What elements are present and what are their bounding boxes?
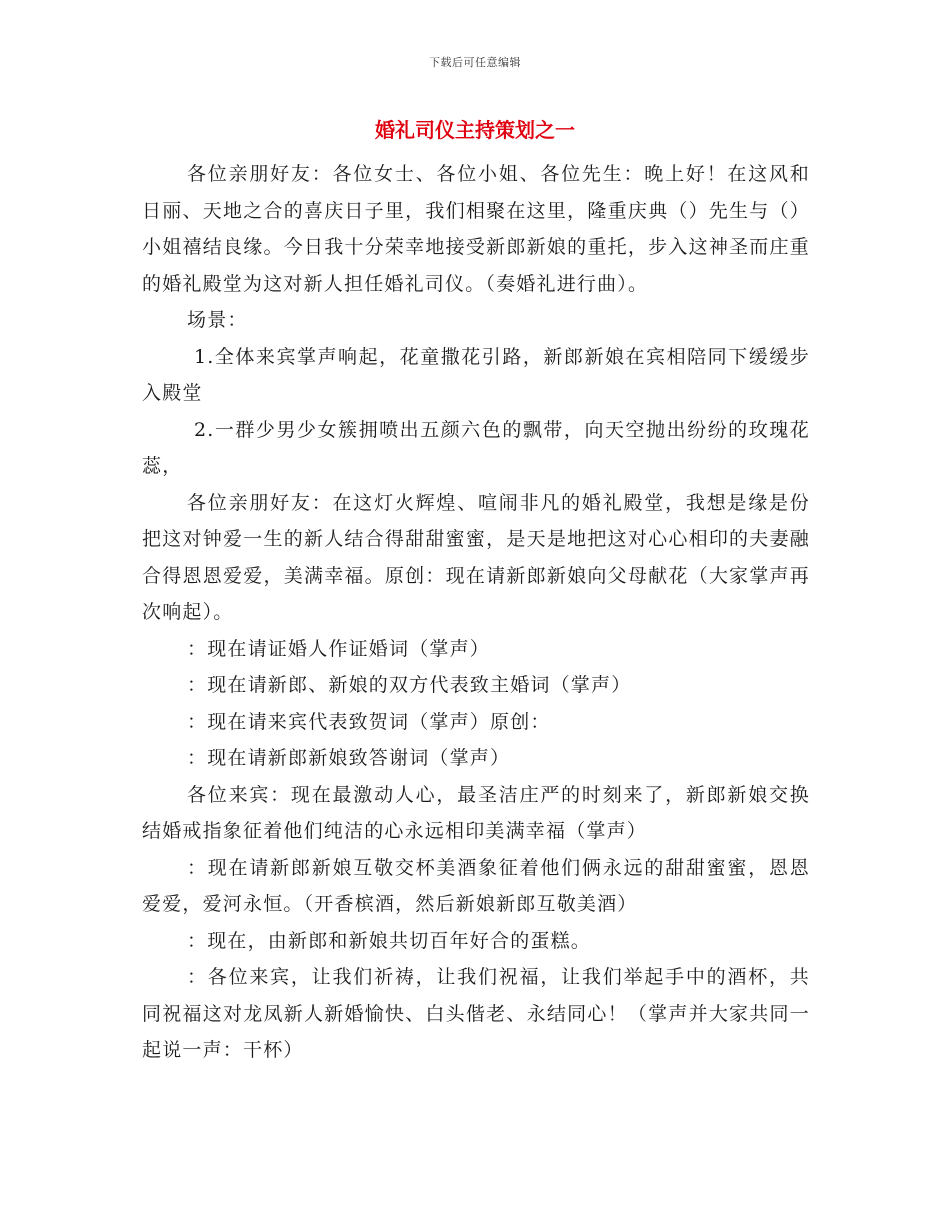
paragraph-opening: 各位亲朋好友：各位女士、各位小姐、各位先生：晚上好！在这风和日丽、天地之合的喜庆日子里，我们相聚在这里，隆重庆典（）先生与（）小姐禧结良缘。今日我十分荣幸地接受新郎新娘的重托，步入这神圣而庄重的婚礼殿堂为这对新人担任婚礼司仪。（奏婚礼进行曲）。	[142, 163, 810, 295]
paragraph-toast: ：现在请新郎新娘互敬交杯美酒象征着他们俩永远的甜甜蜜蜜，恩恩爱爱，爱河永恒。（开香槟酒，然后新娘新郎互敬美酒）	[142, 856, 810, 915]
paragraph-cake: ：现在，由新郎和新娘共切百年好合的蛋糕。	[187, 929, 592, 952]
paragraph-thanks: ：现在请新郎新娘致答谢词（掌声）	[187, 747, 511, 769]
paragraph-guest-speech: ：现在请来宾代表致贺词（掌声）原创：	[187, 710, 551, 733]
paragraph-cheers: ：各位来宾，让我们祈祷，让我们祝福，让我们举起手中的酒杯，共同祝福这对龙凤新人新婚愉快、白头偕老、永结同心！（掌声并大家共同一起说一声：干杯）	[142, 966, 810, 1061]
paragraph-scene-1: 1.全体来宾掌声响起，花童撒花引路，新郎新娘在宾相陪同下缓缓步入殿堂	[142, 345, 810, 404]
document-title: 婚礼司仪主持策划之一	[375, 118, 575, 142]
paragraph-representatives: ：现在请新郎、新娘的双方代表致主婚词（掌声）	[187, 674, 632, 696]
paragraph-scene-2: 2.一群少男少女簇拥喷出五颜六色的飘带，向天空抛出纷纷的玫瑰花蕊，	[142, 418, 810, 477]
paragraph-scene-label: 场景：	[187, 309, 248, 331]
paragraph-witness: ：现在请证婚人作证婚词（掌声）	[187, 637, 491, 660]
paragraph-rings: 各位来宾：现在最激动人心，最圣洁庄严的时刻来了，新郎新娘交换结婚戒指象征着他们纯洁的心永远相印美满幸福（掌声）	[142, 783, 810, 842]
paragraph-greeting: 各位亲朋好友：在这灯火辉煌、喧闹非凡的婚礼殿堂，我想是缘是份把这对钟爱一生的新人结合得甜甜蜜蜜，是天是地把这对心心相印的夫妻融合得恩恩爱爱，美满幸福。原创：现在请新郎新娘向父母献花（大家掌声再次响起）。	[142, 491, 810, 623]
header-note: 下载后可任意编辑	[429, 56, 521, 69]
document-body	[142, 156, 810, 1069]
